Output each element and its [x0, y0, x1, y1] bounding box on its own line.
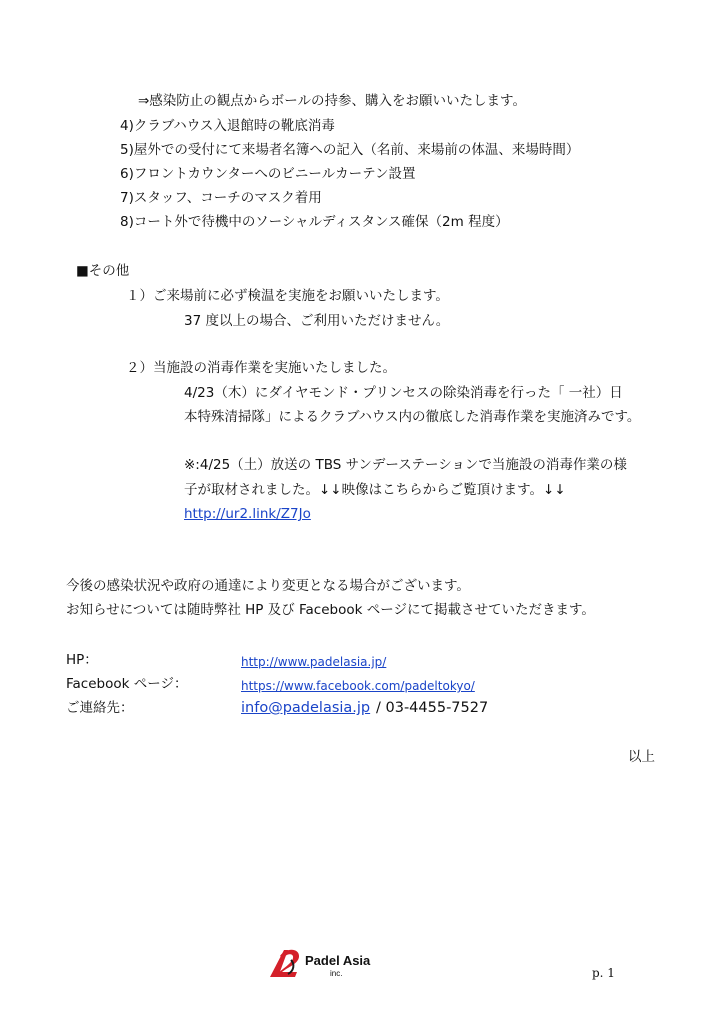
- others-item-2-body-2: 本特殊清掃隊」によるクラブハウス内の徹底した消毒作業を実施済みです。: [184, 409, 641, 425]
- others-item-1-title: １）ご来場前に必ず検温を実施をお願いいたします。: [126, 288, 449, 304]
- others-item-1-body: 37 度以上の場合、ご利用いただけません。: [184, 313, 450, 329]
- others-item-2-title: ２）当施設の消毒作業を実施いたしました。: [126, 360, 396, 376]
- page-number: p. 1: [592, 966, 615, 980]
- notice-line-2: お知らせについては随時弊社 HP 及び Facebook ページにて掲載させていただきます。: [66, 602, 595, 618]
- logo-text: Padel Asia: [305, 953, 371, 968]
- measure-item-6: 6)フロントカウンターへのビニールカーテン設置: [120, 166, 416, 182]
- tv-note-line-2: 子が取材されました。↓↓映像はこちらからご覧頂けます。↓↓: [184, 482, 566, 498]
- closing-text: 以上: [628, 749, 655, 765]
- hp-label: HP：: [66, 652, 98, 668]
- tv-note-line-1: ※:4/25（土）放送の TBS サンデーステーションで当施設の消毒作業の様: [184, 457, 627, 473]
- hp-link[interactable]: http://www.padelasia.jp/: [241, 655, 387, 669]
- video-link[interactable]: http://ur2.link/Z7Jo: [184, 506, 311, 522]
- measure-item-4: 4)クラブハウス入退館時の靴底消毒: [120, 118, 335, 134]
- others-item-2-body-1: 4/23（木）にダイヤモンド・プリンセスの除染消毒を行った「 一社）日: [184, 385, 623, 401]
- notice-line-1: 今後の感染状況や政府の通達により変更となる場合がございます。: [66, 578, 470, 594]
- contact-label: ご連絡先：: [66, 700, 134, 716]
- measure-item-3-continuation: ⇒感染防止の観点からボールの持参、購入をお願いいたします。: [138, 93, 526, 109]
- padel-asia-logo: [268, 946, 388, 980]
- phone-number: / 03-4455-7527: [376, 700, 489, 716]
- email-link[interactable]: info@padelasia.jp: [241, 700, 371, 716]
- padel-asia-logo-mark: [268, 946, 388, 980]
- measure-item-7: 7)スタッフ、コーチのマスク着用: [120, 190, 322, 206]
- facebook-label: Facebook ページ：: [66, 676, 188, 692]
- facebook-link[interactable]: https://www.facebook.com/padeltokyo/: [241, 679, 475, 693]
- measure-item-5: 5)屋外での受付にて来場者名簿への記入（名前、来場前の体温、来場時間）: [120, 142, 580, 158]
- others-heading: ■その他: [76, 263, 130, 279]
- measure-item-8: 8)コート外で待機中のソーシャルディスタンス確保（2m 程度）: [120, 214, 509, 230]
- logo-subtext: inc.: [330, 969, 343, 978]
